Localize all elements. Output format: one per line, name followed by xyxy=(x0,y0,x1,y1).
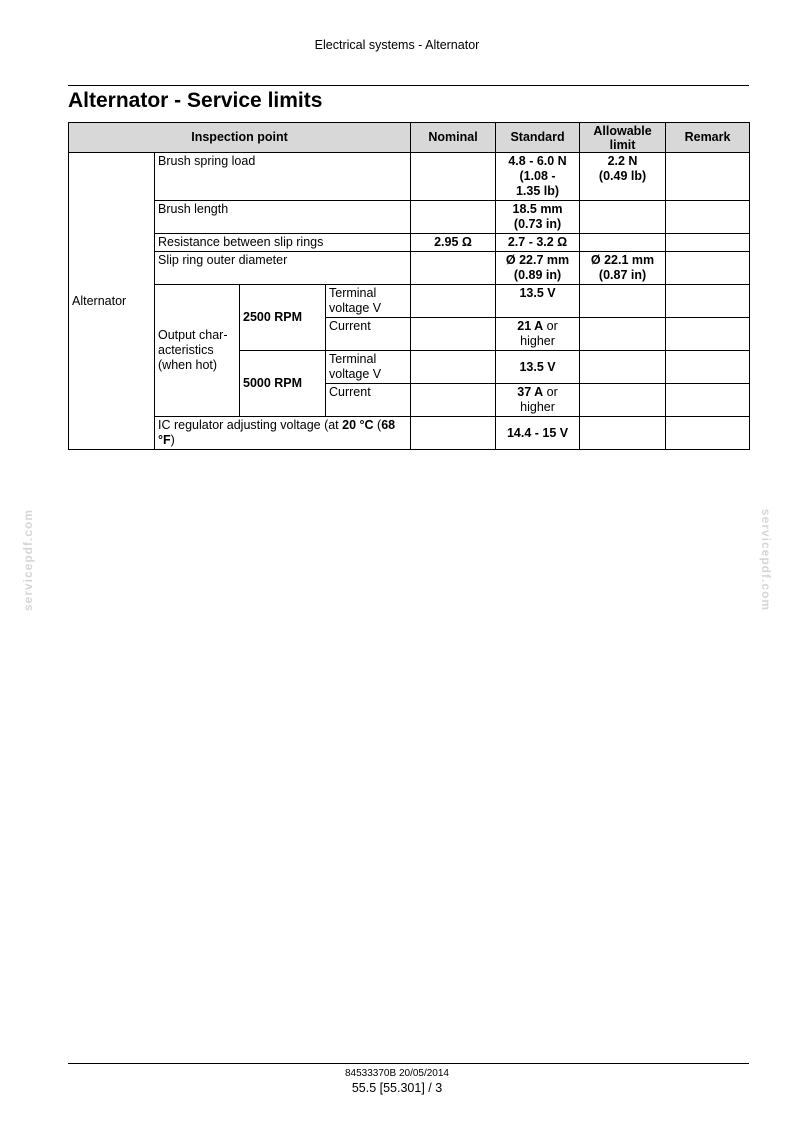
ic-regulator-label-prefix: IC regulator adjusting voltage (at xyxy=(158,418,343,432)
brush-spring-load-allowable-imperial: (0.49 lb) xyxy=(598,169,647,183)
page-title: Alternator - Service limits xyxy=(68,89,323,112)
watermark-left: servicepdf.com xyxy=(21,508,35,612)
rpm-5000-current-allowable xyxy=(580,384,666,417)
service-limits-table xyxy=(68,122,750,450)
resistance-remark xyxy=(666,234,750,252)
slip-ring-diameter-standard-imperial: (0.89 in) xyxy=(513,268,562,282)
slip-ring-diameter-remark xyxy=(666,252,750,285)
slip-ring-diameter-allowable xyxy=(580,252,666,285)
rpm-5000-terminal-label: Terminal voltage V xyxy=(326,351,411,384)
rpm-2500-current-suffix: or higher xyxy=(520,319,558,348)
slip-ring-diameter-standard-metric: Ø 22.7 mm xyxy=(505,253,570,267)
resistance-standard: 2.7 - 3.2 Ω xyxy=(496,234,580,252)
ic-regulator-nominal xyxy=(411,417,496,450)
ic-regulator-label-mid: ( xyxy=(373,418,382,432)
header-standard: Standard xyxy=(496,123,580,153)
slip-ring-diameter-label: Slip ring outer diameter xyxy=(155,252,411,285)
rpm-5000-current-label: Current xyxy=(326,384,411,417)
table-row xyxy=(69,417,750,450)
group-label-alternator: Alternator xyxy=(69,153,155,450)
brush-length-remark xyxy=(666,201,750,234)
ic-regulator-remark xyxy=(666,417,750,450)
rpm-2500-current-remark xyxy=(666,318,750,351)
rpm-5000-current-standard xyxy=(496,384,580,417)
rpm-2500-terminal-standard: 13.5 V xyxy=(496,285,580,318)
brush-spring-load-standard-imperial: (1.08 - 1.35 lb) xyxy=(515,169,560,198)
brush-spring-load-label: Brush spring load xyxy=(155,153,411,201)
rpm-5000-current-nominal xyxy=(411,384,496,417)
ic-regulator-allowable xyxy=(580,417,666,450)
output-characteristics-label: Output characteristics (when hot) xyxy=(155,285,240,417)
rpm-2500-current-allowable xyxy=(580,318,666,351)
brush-length-standard-metric: 18.5 mm xyxy=(512,202,563,216)
rpm-2500-current-value: 21 A xyxy=(517,319,544,333)
rpm-2500-terminal-label: Terminal voltage V xyxy=(326,285,411,318)
ic-regulator-label-suffix: ) xyxy=(170,433,175,447)
rpm-5000-current-value: 37 A xyxy=(517,385,544,399)
rpm-2500-terminal-nominal xyxy=(411,285,496,318)
slip-ring-diameter-allowable-metric: Ø 22.1 mm xyxy=(590,253,655,267)
rpm-5000-terminal-standard: 13.5 V xyxy=(496,351,580,384)
rpm-2500-label: 2500 RPM xyxy=(240,285,326,351)
table-row xyxy=(69,252,750,285)
brush-length-standard xyxy=(496,201,580,234)
ic-regulator-temp-c: 20 °C xyxy=(342,418,374,432)
header-remark: Remark xyxy=(666,123,750,153)
slip-ring-diameter-allowable-imperial: (0.87 in) xyxy=(598,268,647,282)
brush-length-nominal xyxy=(411,201,496,234)
slip-ring-diameter-nominal xyxy=(411,252,496,285)
slip-ring-diameter-standard xyxy=(496,252,580,285)
brush-spring-load-nominal xyxy=(411,153,496,201)
table-header-row xyxy=(69,123,750,153)
header-inspection-point: Inspection point xyxy=(69,123,411,153)
header-allowable-limit: Allowable limit xyxy=(580,123,666,153)
brush-spring-load-standard xyxy=(496,153,580,201)
table-row xyxy=(69,153,750,201)
rpm-5000-current-remark xyxy=(666,384,750,417)
footer-page-number: 55.5 [55.301] / 3 xyxy=(351,1081,443,1095)
brush-length-label: Brush length xyxy=(155,201,411,234)
rpm-2500-terminal-allowable xyxy=(580,285,666,318)
brush-length-standard-imperial: (0.73 in) xyxy=(513,217,562,231)
brush-spring-load-standard-metric: 4.8 - 6.0 N xyxy=(508,154,567,168)
table-row xyxy=(69,201,750,234)
brush-length-allowable xyxy=(580,201,666,234)
resistance-label: Resistance between slip rings xyxy=(155,234,411,252)
brush-spring-load-remark xyxy=(666,153,750,201)
resistance-allowable xyxy=(580,234,666,252)
table-row xyxy=(69,285,750,318)
running-header: Electrical systems - Alternator xyxy=(314,38,480,52)
ic-regulator-temp-f: 68 °F xyxy=(158,418,396,447)
ic-regulator-standard: 14.4 - 15 V xyxy=(496,417,580,450)
rpm-2500-terminal-remark xyxy=(666,285,750,318)
rpm-2500-current-label: Current xyxy=(326,318,411,351)
watermark-right: servicepdf.com xyxy=(759,508,773,612)
rpm-2500-current-nominal xyxy=(411,318,496,351)
header-rule xyxy=(68,85,749,86)
brush-spring-load-allowable xyxy=(580,153,666,201)
footer-rule xyxy=(68,1063,749,1064)
rpm-5000-terminal-nominal xyxy=(411,351,496,384)
rpm-5000-terminal-allowable xyxy=(580,351,666,384)
rpm-5000-current-suffix: or higher xyxy=(520,385,558,414)
ic-regulator-label xyxy=(155,417,411,450)
rpm-5000-terminal-remark xyxy=(666,351,750,384)
rpm-5000-label: 5000 RPM xyxy=(240,351,326,417)
table-row xyxy=(69,234,750,252)
brush-spring-load-allowable-metric: 2.2 N xyxy=(607,154,638,168)
rpm-2500-current-standard xyxy=(496,318,580,351)
footer-document-code: 84533370B 20/05/2014 xyxy=(345,1068,449,1079)
resistance-nominal: 2.95 Ω xyxy=(411,234,496,252)
header-nominal: Nominal xyxy=(411,123,496,153)
